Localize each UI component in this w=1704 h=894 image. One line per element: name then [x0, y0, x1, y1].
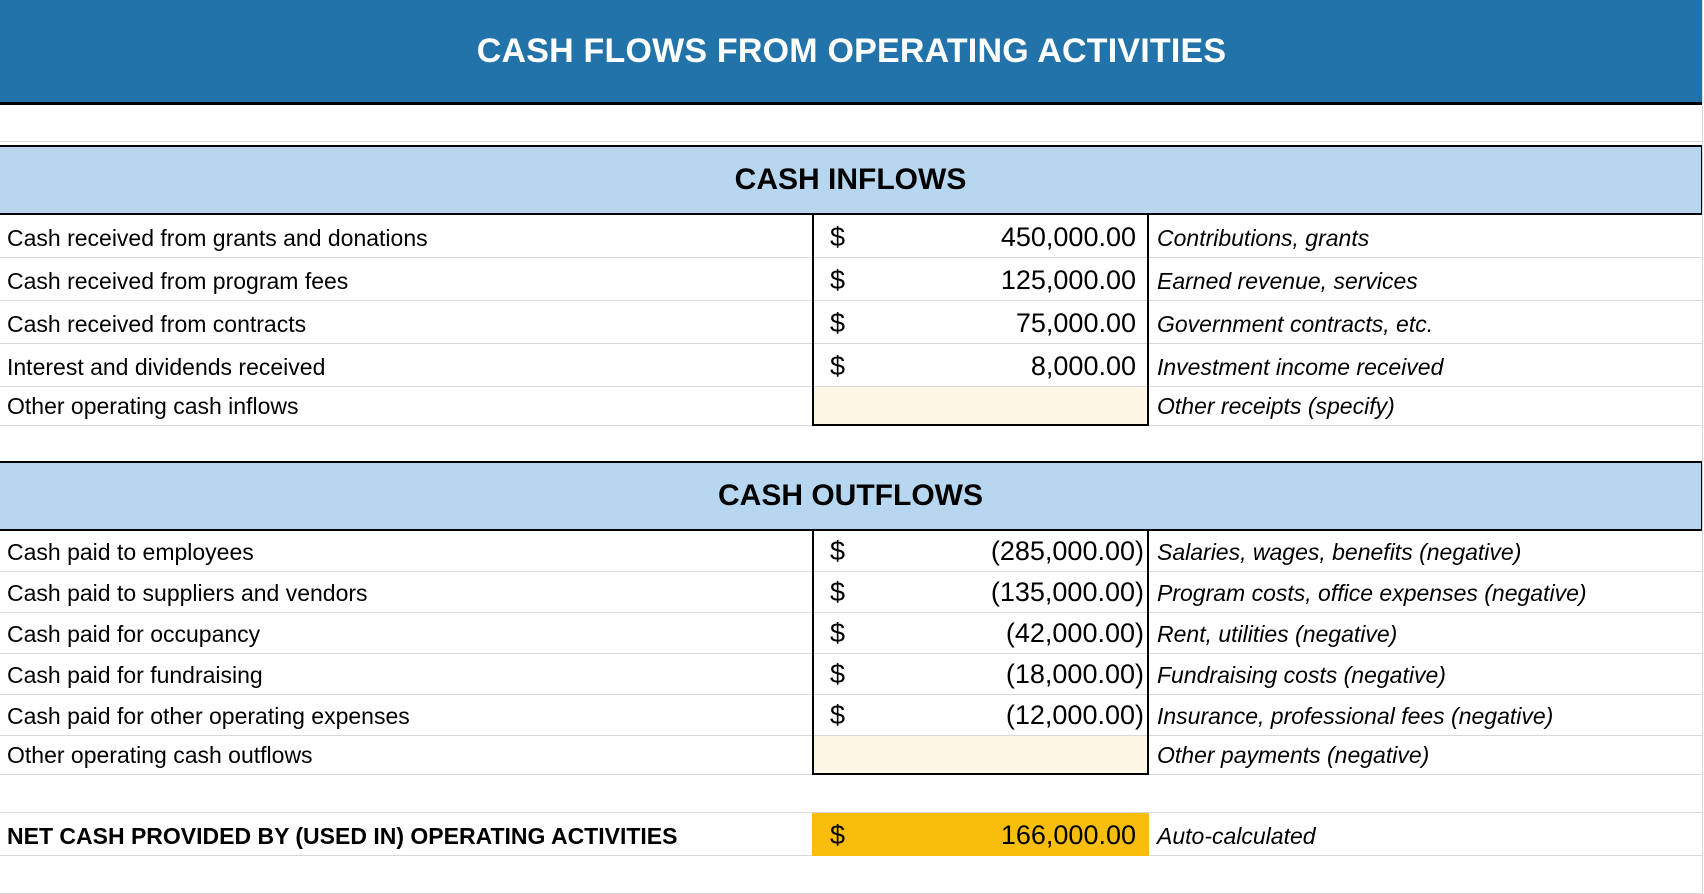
amount-value: (42,000.00) — [1005, 618, 1144, 648]
grid-line — [1702, 0, 1703, 894]
net-total-cell[interactable] — [812, 813, 1149, 856]
input-cell-other-inflows[interactable] — [812, 387, 1149, 426]
amount-value: (285,000.00) — [990, 536, 1144, 566]
amount-value: 125,000.00 — [1000, 265, 1136, 295]
currency-symbol: $ — [830, 820, 846, 850]
table-row[interactable] — [0, 258, 1703, 301]
currency-symbol: $ — [830, 577, 846, 607]
amount-cell[interactable] — [812, 344, 1149, 387]
currency-symbol: $ — [830, 536, 846, 566]
row-label: Cash received from contracts — [7, 311, 307, 337]
row-note: Government contracts, etc. — [1157, 311, 1434, 337]
table-row[interactable] — [0, 613, 1703, 654]
currency-symbol: $ — [830, 222, 846, 252]
amount-value: (12,000.00) — [1005, 700, 1144, 730]
input-cell-other-outflows[interactable] — [812, 736, 1149, 775]
row-note: Salaries, wages, benefits (negative) — [1157, 539, 1522, 565]
table-row[interactable] — [0, 387, 1703, 426]
table-row[interactable] — [0, 301, 1703, 344]
row-label: Cash received from grants and donations — [7, 225, 428, 251]
table-row[interactable] — [0, 531, 1703, 572]
row-note: Other payments (negative) — [1157, 742, 1430, 768]
row-label: Interest and dividends received — [7, 354, 326, 380]
table-row[interactable] — [0, 695, 1703, 736]
section-title: CASH OUTFLOWS — [718, 479, 983, 512]
row-note: Fundraising costs (negative) — [1157, 662, 1446, 688]
row-note: Program costs, office expenses (negative) — [1157, 580, 1587, 606]
row-label: Cash received from program fees — [7, 268, 349, 294]
currency-symbol: $ — [830, 700, 846, 730]
row-note: Rent, utilities (negative) — [1157, 621, 1398, 647]
blank-row[interactable] — [0, 105, 1703, 142]
amount-cell[interactable] — [812, 654, 1149, 695]
blank-row[interactable] — [0, 856, 1703, 894]
currency-symbol: $ — [830, 659, 846, 689]
section-header-inflows — [0, 145, 1703, 215]
row-label: Other operating cash outflows — [7, 742, 313, 768]
amount-cell[interactable] — [812, 215, 1149, 258]
table-row[interactable] — [0, 344, 1703, 387]
table-row[interactable] — [0, 654, 1703, 695]
amount-cell[interactable] — [812, 613, 1149, 654]
row-note: Auto-calculated — [1157, 823, 1316, 849]
amount-value: 450,000.00 — [1000, 222, 1136, 252]
amount-cell[interactable] — [812, 572, 1149, 613]
amount-value: 75,000.00 — [1015, 308, 1136, 338]
table-row[interactable] — [0, 215, 1703, 258]
net-total-label: NET CASH PROVIDED BY (USED IN) OPERATING ACTIVITIES — [7, 823, 678, 849]
section-header-outflows — [0, 461, 1703, 531]
amount-cell[interactable] — [812, 258, 1149, 301]
currency-symbol: $ — [830, 351, 846, 381]
currency-symbol: $ — [830, 308, 846, 338]
section-title: CASH INFLOWS — [734, 163, 967, 196]
row-label: Cash paid for fundraising — [7, 662, 263, 688]
amount-value: 8,000.00 — [1030, 351, 1136, 381]
currency-symbol: $ — [830, 265, 846, 295]
amount-cell[interactable] — [812, 301, 1149, 344]
amount-value: (135,000.00) — [990, 577, 1144, 607]
row-label: Cash paid to employees — [7, 539, 254, 565]
amount-cell[interactable] — [812, 695, 1149, 736]
table-row[interactable] — [0, 572, 1703, 613]
row-label: Other operating cash inflows — [7, 393, 299, 419]
row-note: Contributions, grants — [1157, 225, 1370, 251]
row-label: Cash paid for other operating expenses — [7, 703, 410, 729]
amount-value: (18,000.00) — [1005, 659, 1144, 689]
row-label: Cash paid for occupancy — [7, 621, 261, 647]
currency-symbol: $ — [830, 618, 846, 648]
net-total-value: 166,000.00 — [1000, 820, 1136, 850]
amount-cell[interactable] — [812, 531, 1149, 572]
page-title: CASH FLOWS FROM OPERATING ACTIVITIES — [476, 31, 1227, 70]
title-bar — [0, 0, 1703, 105]
row-note: Insurance, professional fees (negative) — [1157, 703, 1554, 729]
net-total-row[interactable] — [0, 813, 1703, 856]
blank-row[interactable] — [0, 426, 1703, 462]
row-note: Other receipts (specify) — [1157, 393, 1395, 419]
row-note: Investment income received — [1157, 354, 1444, 380]
blank-row[interactable] — [0, 775, 1703, 813]
table-row[interactable] — [0, 736, 1703, 775]
row-label: Cash paid to suppliers and vendors — [7, 580, 368, 606]
row-note: Earned revenue, services — [1157, 268, 1418, 294]
